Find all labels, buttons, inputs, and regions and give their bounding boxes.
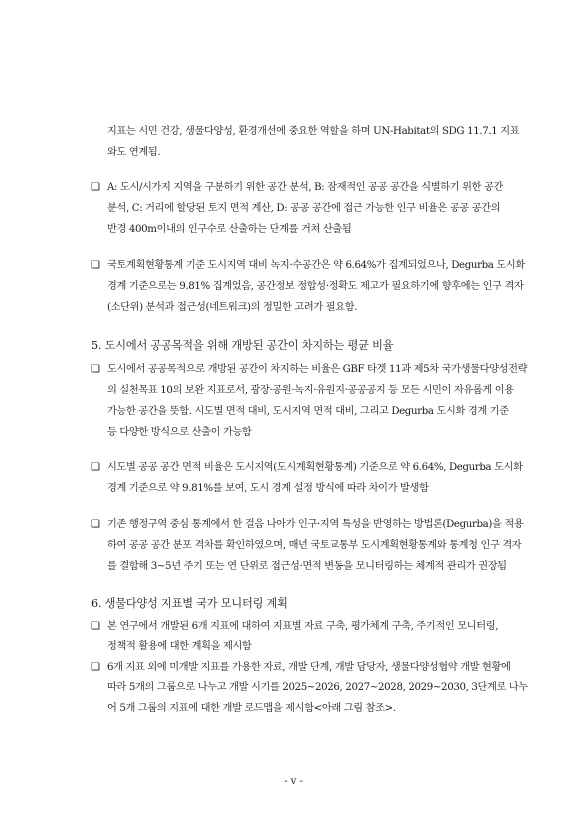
section5-b1-line-2: 의 실천목표 10의 보완 지표로서, 광장·공원·녹지·유원지·공공공지 등 모든 시민이 자유롭게 이용 [107,385,514,396]
section6-b2-line-2: 따라 5개의 그룹으로 나누고 개발 시기를 2025~2026, 2027~2028, 2029~2030, 3단계로 나누 [107,682,528,693]
bullet-icon: ❑ [91,364,100,375]
block1-b1-line-3: 반경 400m이내의 인구수로 산출하는 단계를 거쳐 산출됨 [107,224,352,235]
bullet-icon: ❑ [91,662,100,673]
bullet-icon: ❑ [91,621,100,632]
section6-b2-line-3: 어 5개 그룹의 지표에 대한 개발 로드맵을 제시함<아래 그림 참조>. [107,703,396,714]
block1-b1-line-1: A: 도시/시가지 지역을 구분하기 위한 공간 분석, B: 잠재적인 공공 공간을 식별하기 위한 공간 [107,182,504,193]
section6-b1-line-1: 본 연구에서 개발된 6개 지표에 대하여 지표별 자료 구축, 평가체계 구축, 주기적인 모니터링, [107,621,499,632]
bullet-icon: ❑ [91,260,100,271]
block1-b2-line-3: (소단위) 분석과 접근성(네트워크)의 정밀한 고려가 필요함. [107,302,358,313]
section5-b3-line-2: 하여 공공 공간 분포 격차를 확인하였으며, 매년 국토교통부 도시계획현황통계와 통계청 인구 격자 [107,540,522,551]
section5-b1-line-4: 등 다양한 방식으로 산출이 가능함 [107,427,252,438]
block1-b2-line-2: 경계 기준으로는 9.81% 집계었음, 공간정보 정합성·정확도 제고가 필요하기에 향후에는 인구 격자 [107,281,524,292]
block1-b2-line-1: 국토계획현황통계 기준 도시지역 대비 녹지·수공간은 약 6.64%가 집계되었으나, Degurba 도시화 [107,260,525,271]
intro-line-2: 와도 연계됨. [107,147,161,158]
bullet-icon: ❑ [91,182,100,193]
page-number: - v - [284,776,303,787]
section5-b2-line-1: 시도별 공공 공간 면적 비율은 도시지역(도시계획현황통계) 기준으로 약 6.64%, Degurba 도시화 [107,462,523,473]
section5-b3-line-3: 를 결합해 3~5년 주기 또는 연 단위로 접근성·면적 변동을 모니터링하는 체계적 관리가 권장됨 [107,561,507,572]
section5-b2-line-2: 경계 기준으로 약 9.81%를 보여, 도시 경계 설정 방식에 따라 차이가 발생함 [107,483,429,494]
section5-b1-line-3: 가능한 공간을 뜻함. 시도별 면적 대비, 도시지역 면적 대비, 그리고 Degurba 도시화 경계 기준 [107,406,509,417]
section6-b1-line-2: 정책적 활용에 대한 계획을 제시함 [107,641,252,652]
intro-line-1: 지표는 시민 건강, 생물다양성, 환경개선에 중요한 역할을 하며 UN-Habitat의 SDG 11.7.1 지표 [107,126,520,137]
bullet-icon: ❑ [91,519,100,530]
section-5-heading: 5. 도시에서 공공목적을 위해 개방된 공간이 차지하는 평균 비율 [91,339,394,352]
section5-b3-line-1: 기존 행정구역 중심 통계에서 한 걸음 나아가 인구·지역 특성을 반영하는 방법론(Degurba)을 적용 [107,519,524,530]
section-6-heading: 6. 생물다양성 지표별 국가 모니터링 계획 [91,597,288,610]
block1-b1-line-2: 분석, C: 거리에 할당된 토지 면적 계산, D: 공공 공간에 접근 가능한 인구 비율은 공공 공간의 [107,203,501,214]
section5-b1-line-1: 도시에서 공공목적으로 개방된 공간이 차지하는 비율은 GBF 타겟 11과 제5차 국가생물다양성전략 [107,364,528,375]
bullet-icon: ❑ [91,462,100,473]
section6-b2-line-1: 6개 지표 외에 미개발 지표를 가용한 자료, 개발 단계, 개발 담당자, 생물다양성협약 개발 현황에 [107,662,511,673]
